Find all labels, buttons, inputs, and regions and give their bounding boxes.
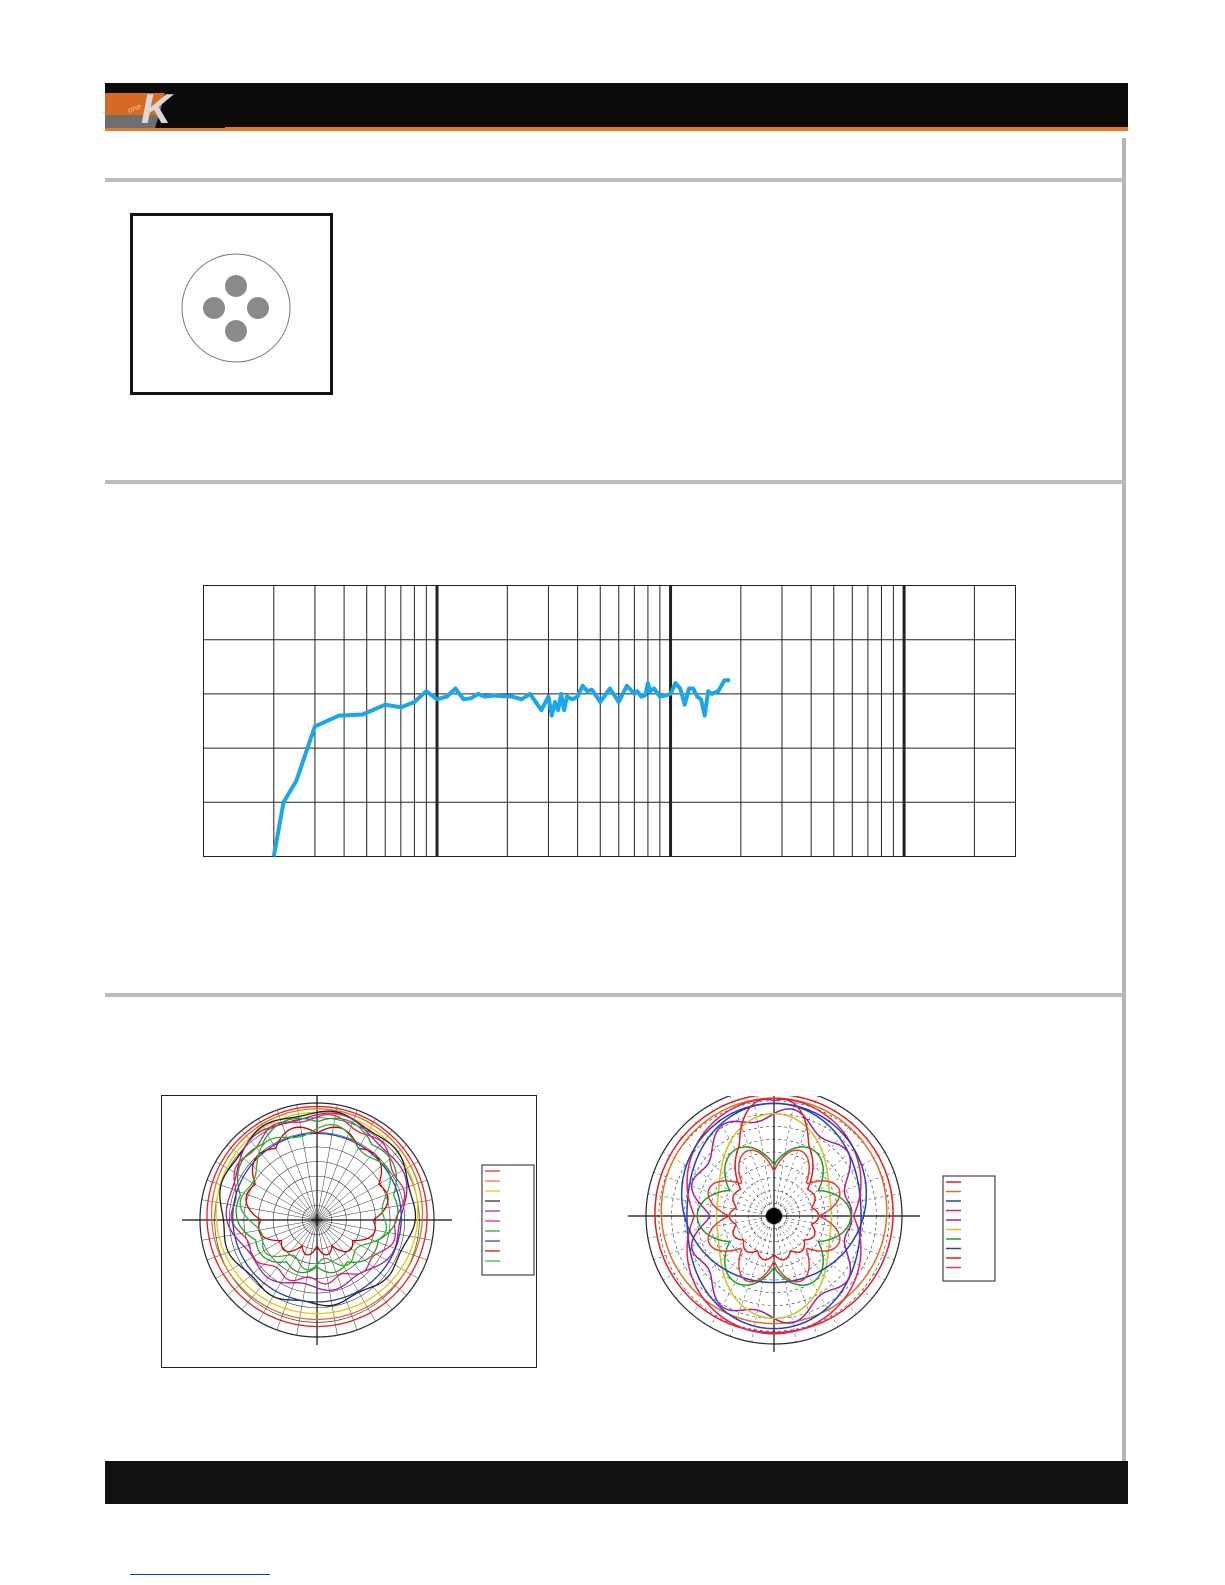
section-divider-3 <box>105 993 1123 997</box>
logo-small-text: one <box>126 101 143 115</box>
connector-pinout-svg <box>133 216 330 392</box>
frequency-response-chart <box>203 585 1023 860</box>
section-divider-2 <box>105 480 1123 484</box>
polar-plot-horizontal-svg <box>162 1096 536 1367</box>
pin-left <box>203 297 225 319</box>
polar-spoke <box>774 1216 900 1238</box>
header-accent-stripe <box>105 127 1128 131</box>
polar-plot-horizontal <box>161 1095 537 1368</box>
footer-link-underline[interactable] <box>130 1574 270 1575</box>
right-margin-rule <box>1122 138 1126 1500</box>
polar-legend <box>482 1165 534 1275</box>
polar-curve <box>231 1115 405 1284</box>
pin-bottom <box>225 320 247 342</box>
polar-spoke <box>648 1216 774 1238</box>
pin-top <box>225 275 247 297</box>
polar-legend <box>943 1176 995 1281</box>
connector-outline <box>182 254 290 362</box>
brand-logo <box>105 83 225 128</box>
section-divider-1 <box>105 178 1123 182</box>
logo-letter: K <box>141 85 172 128</box>
polar-center-mark <box>766 1208 782 1224</box>
polar-plot-vertical <box>598 1096 998 1371</box>
connector-pinout-diagram <box>130 213 333 395</box>
pin-right <box>247 297 269 319</box>
footer-bar <box>105 1461 1128 1504</box>
header-bar <box>105 83 1128 128</box>
